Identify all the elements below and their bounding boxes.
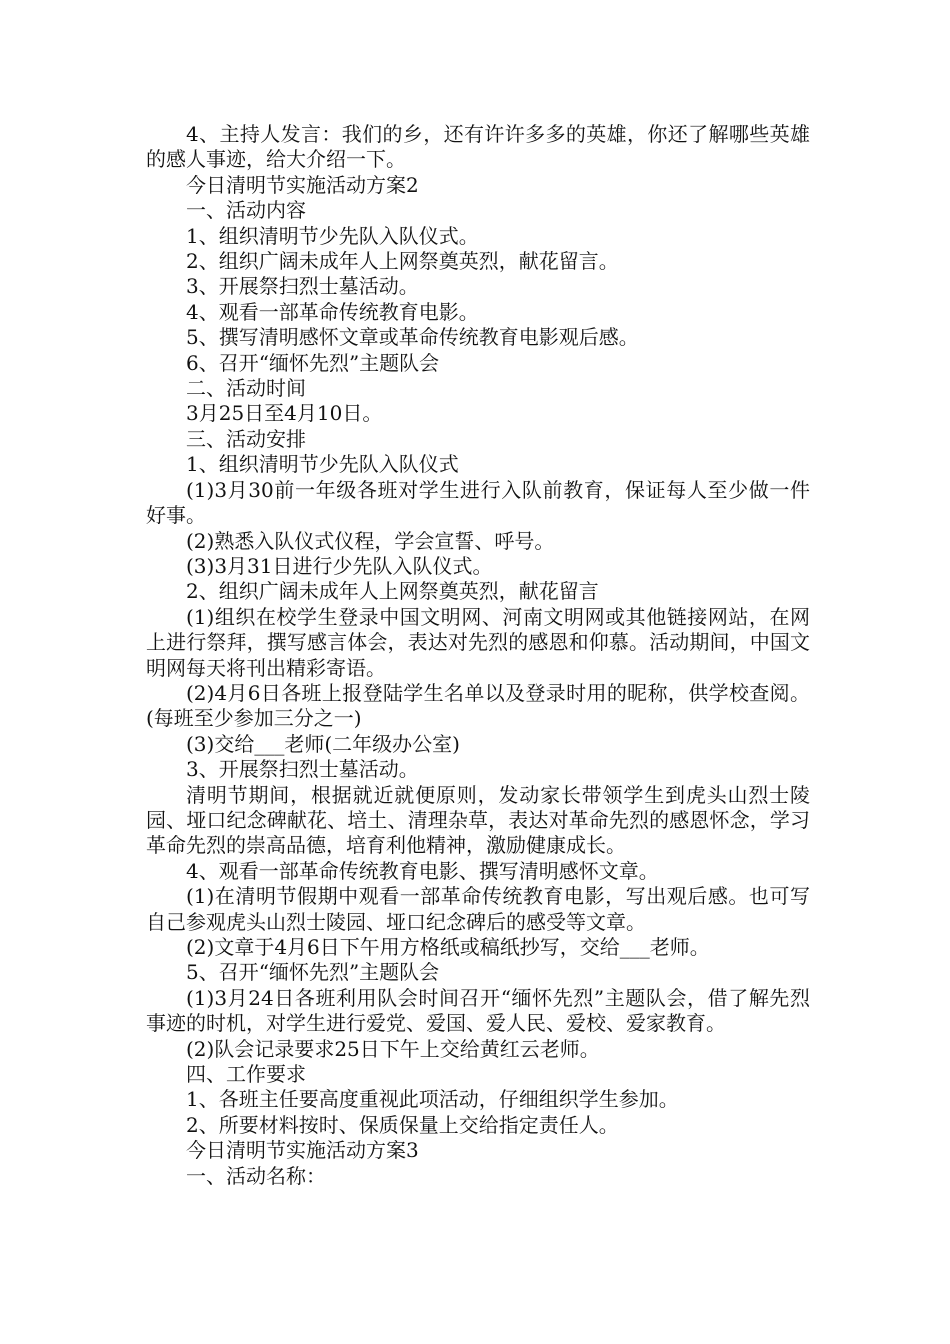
paragraph: (3)3月31日进行少先队入队仪式。 bbox=[186, 553, 493, 578]
heading: 一、活动名称： bbox=[186, 1163, 326, 1188]
paragraph: (2)4月6日各班上报登陆学生名单以及登录时用的昵称，供学校查阅。(每班至少参加三分之一) bbox=[146, 680, 810, 731]
heading: 一、活动内容 bbox=[186, 198, 306, 223]
paragraph: 4、观看一部革命传统教育电影。 bbox=[186, 299, 479, 324]
paragraph: 2、所要材料按时、保质保量上交给指定责任人。 bbox=[186, 1112, 619, 1137]
heading: 四、工作要求 bbox=[186, 1062, 306, 1087]
paragraph: (1)3月24日各班利用队会时间召开“缅怀先烈”主题队会，借了解先烈事迹的时机，对学生进行爱党、爱国、爱人民、爱校、爱家教育。 bbox=[146, 985, 810, 1036]
paragraph: 3、开展祭扫烈士墓活动。 bbox=[186, 274, 419, 299]
paragraph: (1)在清明节假期中观看一部革命传统教育电影，写出观后感。也可写自己参观虎头山烈士陵园、垭口纪念碑后的感受等文章。 bbox=[146, 884, 810, 934]
paragraph: (2)熟悉入队仪式仪程，学会宣誓、呼号。 bbox=[186, 528, 555, 553]
paragraph: 1、组织清明节少先队入队仪式 bbox=[186, 452, 459, 477]
paragraph: 清明节期间，根据就近就便原则，发动家长带领学生到虎头山烈士陵园、垭口纪念碑献花、培土、清理杂草，表达对革命先烈的感恩怀念，学习革命先烈的崇高品德，培育利他精神，激励健康成长。 bbox=[146, 782, 810, 858]
paragraph: 4、主持人发言：我们的乡，还有许许多多的英雄，你还了解哪些英雄的感人事迹，给大介绍一下。 bbox=[146, 122, 810, 172]
paragraph: 6、召开“缅怀先烈”主题队会 bbox=[186, 350, 440, 375]
document-page bbox=[146, 122, 810, 1189]
heading: 二、活动时间 bbox=[186, 376, 306, 401]
section-title: 今日清明节实施活动方案2 bbox=[186, 172, 419, 197]
heading: 三、活动安排 bbox=[186, 426, 306, 451]
paragraph: 3、开展祭扫烈士墓活动。 bbox=[186, 757, 419, 782]
paragraph: 3月25日至4月10日。 bbox=[186, 401, 383, 426]
section-title: 今日清明节实施活动方案3 bbox=[186, 1138, 419, 1163]
paragraph: (1)组织在校学生登录中国文明网、河南文明网或其他链接网站，在网上进行祭拜，撰写感言体会，表达对先烈的感恩和仰慕。活动期间，中国文明网每天将刊出精彩寄语。 bbox=[146, 604, 810, 680]
paragraph: 2、组织广阔未成年人上网祭奠英烈，献花留言。 bbox=[186, 249, 619, 274]
paragraph: 4、观看一部革命传统教育电影、撰写清明感怀文章。 bbox=[186, 858, 659, 883]
paragraph: 1、组织清明节少先队入队仪式。 bbox=[186, 223, 479, 248]
paragraph: 1、各班主任要高度重视此项活动，仔细组织学生参加。 bbox=[186, 1087, 679, 1112]
paragraph: 5、召开“缅怀先烈”主题队会 bbox=[186, 960, 440, 985]
paragraph: (2)队会记录要求25日下午上交给黄红云老师。 bbox=[186, 1036, 600, 1061]
paragraph: 2、组织广阔未成年人上网祭奠英烈，献花留言 bbox=[186, 579, 599, 604]
paragraph: (2)文章于4月6日下午用方格纸或稿纸抄写，交给___老师。 bbox=[186, 935, 710, 959]
paragraph: 5、撰写清明感怀文章或革命传统教育电影观后感。 bbox=[186, 325, 639, 350]
paragraph: (3)交给___老师(二年级办公室) bbox=[186, 731, 460, 756]
paragraph: (1)3月30前一年级各班对学生进行入队前教育，保证每人至少做一件好事。 bbox=[146, 477, 810, 528]
